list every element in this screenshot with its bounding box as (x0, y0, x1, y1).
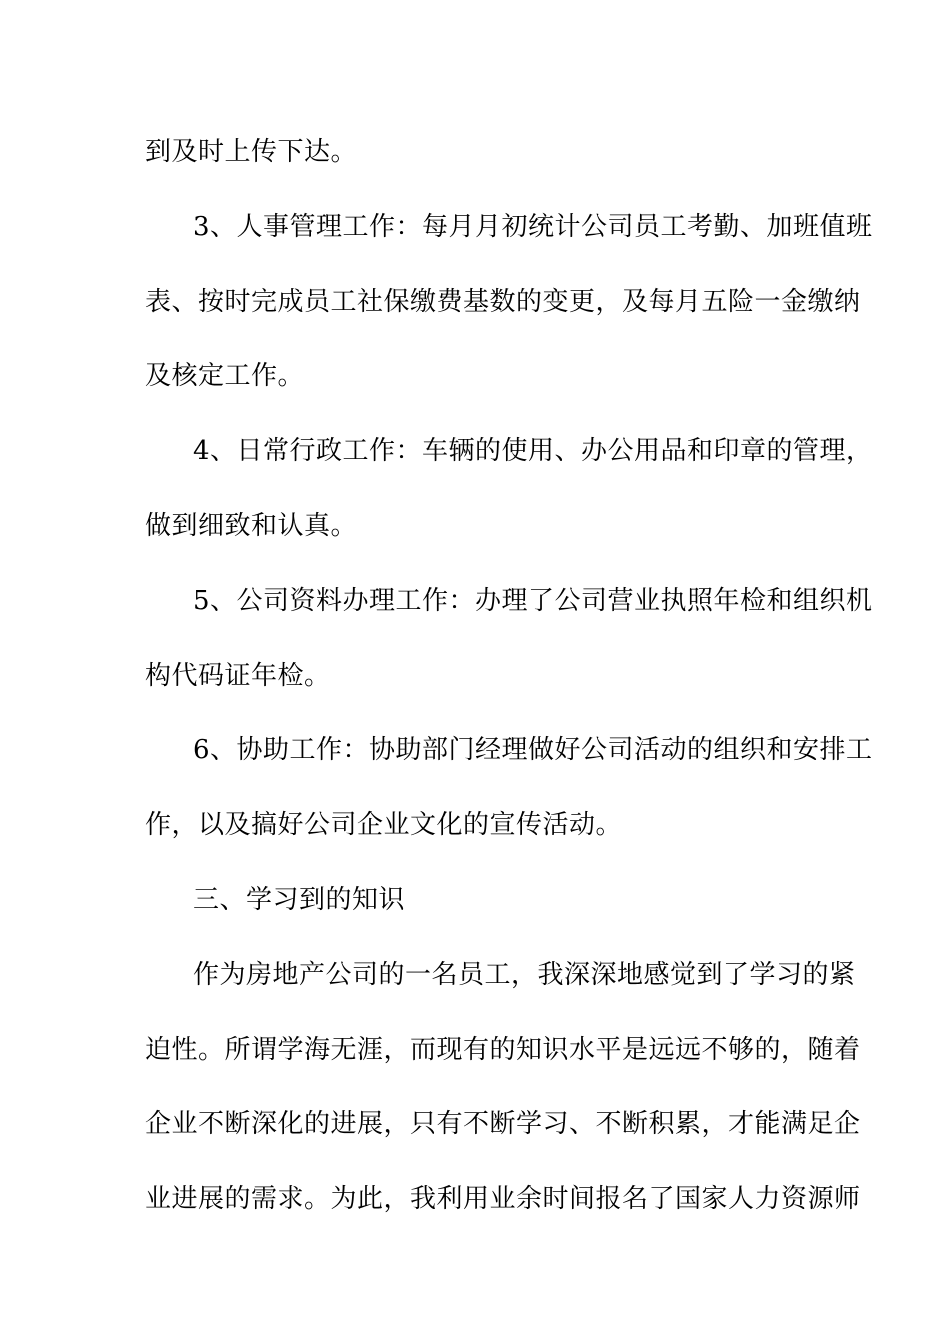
text-line: 及核定工作。 (145, 361, 305, 391)
text-line: 4、日常行政工作：车辆的使用、办公用品和印章的管理， (193, 436, 873, 466)
text-line: 3、人事管理工作：每月月初统计公司员工考勤、加班值班 (193, 212, 873, 242)
section-heading: 三、学习到的知识 (193, 885, 406, 915)
text-line: 业进展的需求。为此，我利用业余时间报名了国家人力资源师 (145, 1184, 861, 1214)
text-line: 5、公司资料办理工作：办理了公司营业执照年检和组织机 (193, 586, 873, 616)
text-line: 到及时上传下达。 (145, 137, 358, 167)
text-line: 做到细致和认真。 (145, 511, 358, 541)
text-line: 表、按时完成员工社保缴费基数的变更，及每月五险一金缴纳 (145, 287, 861, 317)
text-line: 6、协助工作：协助部门经理做好公司活动的组织和安排工 (193, 735, 873, 765)
text-line: 作，以及搞好公司企业文化的宣传活动。 (145, 810, 623, 840)
text-line: 迫性。所谓学海无涯，而现有的知识水平是远远不够的，随着 (145, 1035, 861, 1065)
text-line: 企业不断深化的进展，只有不断学习、不断积累，才能满足企 (145, 1109, 861, 1139)
text-line: 构代码证年检。 (145, 661, 331, 691)
text-line: 作为房地产公司的一名员工，我深深地感觉到了学习的紧 (193, 960, 856, 990)
